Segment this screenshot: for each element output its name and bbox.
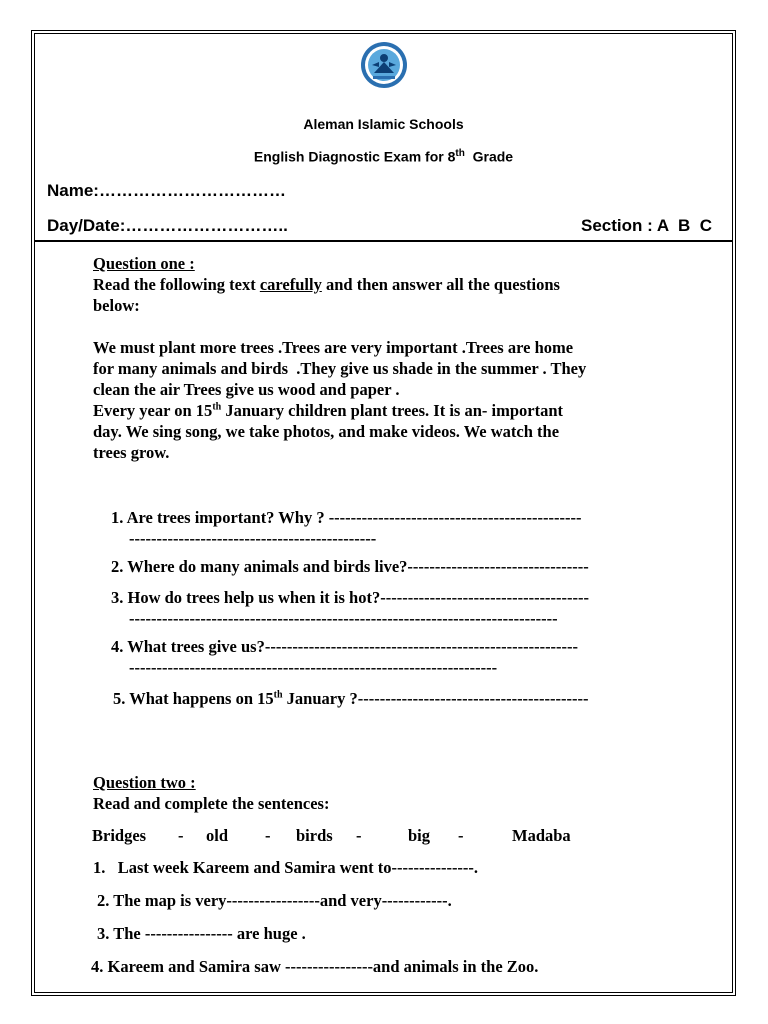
exam-title-prefix: English Diagnostic Exam for 8 [253,148,456,165]
question-4-answer-line: ------------------------------------------------------------------- [129,658,498,677]
word-bank-item: Bridges [92,826,147,845]
passage-line-4-sup: th [212,401,222,413]
question-two-instructions: Read and complete the sentences: [93,794,330,813]
question-5-b: January ?------------------------------------------ [282,689,589,708]
question-2: 2. Where do many animals and birds live?--------------------------------- [111,557,589,576]
exam-title-sup: th [455,148,465,159]
question-4: 4. What trees give us?--------------------------------------------------------- [111,637,579,656]
passage-line-3: clean the air Trees give us wood and paper . [93,380,400,399]
word-bank-separator: - [178,826,184,845]
sentence-3: 3. The ---------------- are huge . [97,924,306,943]
passage-line-5: day. We sing song, we take photos, and make videos. We watch the [93,422,560,441]
question-one-instructions [93,275,560,295]
passage-line-6: trees grow. [93,443,170,462]
word-bank-item: Madaba [512,826,571,845]
sentence-4: 4. Kareem and Samira saw ----------------and animals in the Zoo. [91,957,539,976]
school-name: Aleman Islamic Schools [303,116,464,132]
instr-underlined: carefully [259,275,322,294]
section-field: Section : A B C [581,216,712,235]
word-bank-separator: - [458,826,464,845]
question-1: 1. Are trees important? Why ? ---------------------------------------------- [111,508,582,527]
exam-title [34,148,733,165]
word-bank-item: big [408,826,431,845]
sentence-2: 2. The map is very-----------------and very------------. [97,891,452,910]
word-bank-item: old [206,826,229,845]
question-one-instructions-cont: below: [93,296,140,315]
word-bank-separator: - [356,826,362,845]
question-5 [113,689,589,709]
instr-part-b: and then answer all the questions [321,275,560,294]
question-5-a: 5. What happens on 15 [113,689,274,708]
question-two-title: Question two : [93,773,196,792]
question-5-sup: th [273,689,283,701]
question-3: 3. How do trees help us when it is hot?-------------------------------------- [111,588,590,607]
word-bank-item: birds [296,826,333,845]
passage-line-4-b: January children plant trees. It is an- important [221,401,563,420]
instr-part-a: Read the following text [93,275,260,294]
school-logo [359,40,409,90]
question-one-title: Question one : [93,254,195,273]
date-field: Day/Date:……………………….. [47,216,288,235]
passage-line-4-a: Every year on 15 [93,401,213,420]
exam-title-suffix: Grade [464,148,514,165]
name-field: Name:…………………………… [47,181,286,200]
question-3-answer-line: ------------------------------------------------------------------------------ [129,609,558,628]
word-bank-separator: - [265,826,271,845]
passage-line-4 [93,401,563,421]
question-1-answer-line: --------------------------------------------- [129,529,377,548]
header-divider [34,240,733,242]
passage-line-1: We must plant more trees .Trees are very important .Trees are home [93,338,574,357]
passage-line-2: for many animals and birds .They give us shade in the summer . They [93,359,587,378]
sentence-1: 1. Last week Kareem and Samira went to---------------. [93,858,479,877]
